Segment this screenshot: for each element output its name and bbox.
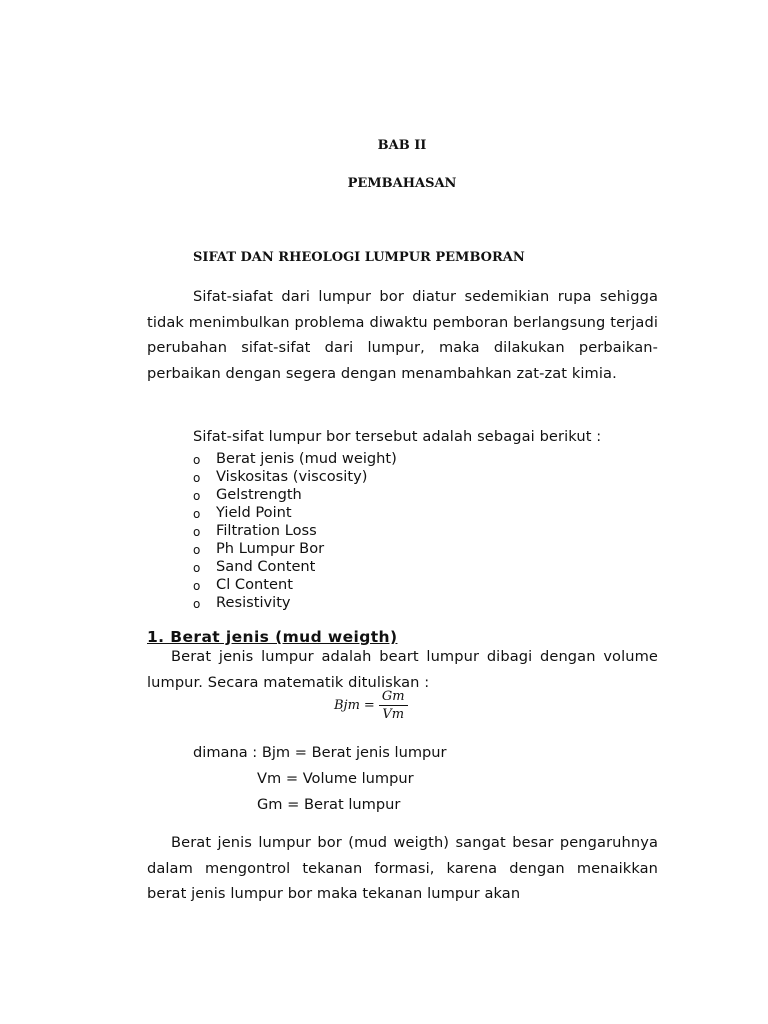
formula-numerator: Gm — [379, 689, 408, 706]
paragraph-definition-text: Berat jenis lumpur adalah beart lumpur dibagi dengan volume lumpur. Secara matematik dituliskan : — [147, 648, 658, 691]
paragraph-intro — [147, 284, 658, 386]
list-item — [193, 522, 397, 540]
bullet-icon: o — [193, 561, 201, 575]
list-item — [193, 540, 397, 558]
bullet-icon: o — [193, 471, 201, 485]
list-item — [193, 504, 397, 522]
where-bjm: dimana : Bjm = Berat jenis lumpur — [193, 744, 447, 761]
bullet-icon: o — [193, 489, 201, 503]
list-item — [193, 450, 397, 468]
list-item-text: Gelstrength — [216, 486, 302, 503]
list-item — [193, 486, 397, 504]
subsection-title: SIFAT DAN RHEOLOGI LUMPUR PEMBORAN — [193, 250, 525, 265]
section-title: PEMBAHASAN — [347, 176, 457, 191]
list-item-text: Ph Lumpur Bor — [216, 540, 325, 557]
properties-list — [193, 450, 397, 612]
formula-equals: = — [363, 698, 375, 713]
list-item — [193, 594, 397, 612]
list-item-text: Filtration Loss — [216, 522, 317, 539]
paragraph-list-intro-text: Sifat-sifat lumpur bor tersebut adalah sebagai berikut : — [193, 428, 602, 445]
where-vm: Vm = Volume lumpur — [257, 770, 414, 787]
paragraph-definition — [147, 644, 658, 695]
formula-fraction — [379, 689, 408, 722]
bullet-icon: o — [193, 579, 201, 593]
where-gm: Gm = Berat lumpur — [257, 796, 401, 813]
list-item-text: Cl Content — [216, 576, 293, 593]
list-item-text: Resistivity — [216, 594, 291, 611]
paragraph-mud-weight-text: Berat jenis lumpur bor (mud weigth) sangat besar pengaruhnya dalam mengontrol tekanan formasi, karena dengan menaikkan berat jenis lumpur bor maka tekanan lumpur akan — [147, 834, 658, 903]
chapter-heading: BAB II — [377, 138, 427, 153]
list-item — [193, 576, 397, 594]
bullet-icon: o — [193, 543, 201, 557]
density-formula — [334, 689, 408, 722]
list-item-text: Yield Point — [216, 504, 292, 521]
list-item-text: Sand Content — [216, 558, 316, 575]
list-item-text: Viskositas (viscosity) — [216, 468, 368, 485]
bullet-icon: o — [193, 453, 201, 467]
bullet-icon: o — [193, 507, 201, 521]
paragraph-list-intro — [147, 424, 658, 450]
bullet-icon: o — [193, 525, 201, 539]
list-item — [193, 468, 397, 486]
paragraph-intro-text: Sifat-siafat dari lumpur bor diatur sedemikian rupa sehigga tidak menimbulkan problema diwaktu pemboran berlangsung terjadi perubahan sifat-sifat dari lumpur, maka dilakukan perbaikan-perbaikan dengan segera dengan menambahkan zat-zat kimia. — [147, 288, 658, 382]
formula-lhs: Bjm — [334, 698, 360, 713]
paragraph-mud-weight — [147, 830, 658, 907]
bullet-icon: o — [193, 597, 201, 611]
heading-mud-weight: 1. Berat jenis (mud weigth) — [147, 628, 398, 646]
list-item — [193, 558, 397, 576]
formula-denominator: Vm — [382, 707, 405, 722]
list-item-text: Berat jenis (mud weight) — [216, 450, 397, 467]
